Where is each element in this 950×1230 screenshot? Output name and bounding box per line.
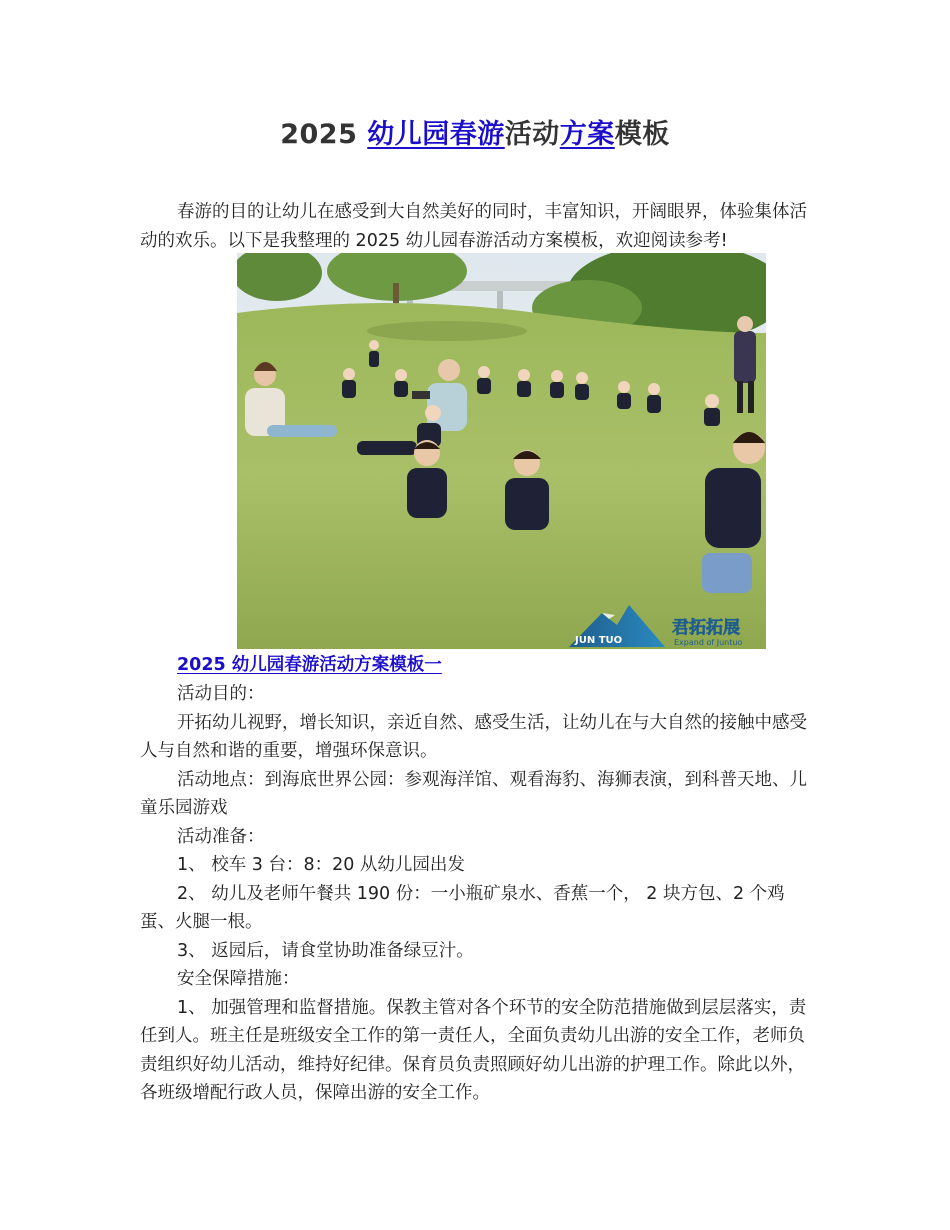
plan-body <box>140 680 812 1108</box>
title-link-kindergarten-spring-outing[interactable]: 幼儿园春游 <box>367 119 505 150</box>
intro-paragraph: 春游的目的让幼儿在感受到大自然美好的同时，丰富知识，开阔眼界，体验集体活动的欢乐。以下是我整理的 2025 幼儿园春游活动方案模板，欢迎阅读参考! <box>140 202 807 251</box>
page-title <box>0 112 950 151</box>
para-prep-1: 1、 校车 3 台：8：20 从幼儿园出发 <box>177 855 465 875</box>
watermark-brand: 君拓拓展 <box>672 618 740 638</box>
watermark-logo-text: JUN TUO <box>575 635 623 646</box>
para-safety-1: 1、 加强管理和监督措施。保教主管对各个环节的安全防范措施做到层层落实，责任到人。班主任是班级安全工作的第一责任人，全面负责幼儿出游的安全工作，老师负责组织好幼儿活动，维持好纪律。保育员负责照顾好幼儿出游的护理工作。除此以外，各班级增配行政人员，保障出游的安全工作。 <box>140 997 807 1103</box>
title-mid: 活动 <box>504 119 560 150</box>
para-prep-heading: 活动准备： <box>177 826 265 847</box>
title-prefix: 2025 <box>280 119 368 150</box>
title-link-plan[interactable]: 方案 <box>559 119 615 150</box>
spring-outing-photo <box>237 253 766 649</box>
para-prep-2: 2、 幼儿及老师午餐共 190 份：一小瓶矿泉水、香蕉一个， 2 块方包、2 个鸡蛋、火腿一根。 <box>140 883 785 932</box>
para-location: 活动地点：到海底世界公园：参观海洋馆、观看海豹、海狮表演，到科普天地、儿童乐园游戏 <box>140 769 807 818</box>
watermark-subtitle: Expand of Juntuo <box>674 638 743 647</box>
para-prep-3: 3、 返园后，请食堂协助准备绿豆汁。 <box>177 940 474 961</box>
title-suffix: 模板 <box>614 119 670 150</box>
para-safety-heading: 安全保障措施： <box>177 969 300 989</box>
intro-block <box>140 198 812 255</box>
section-link-plan-one[interactable]: 2025 幼儿园春游活动方案模板一 <box>177 655 442 675</box>
para-goal-content: 开拓幼儿视野，增长知识，亲近自然、感受生活，让幼儿在与大自然的接触中感受人与自然和谐的重要，增强环保意识。 <box>140 712 807 761</box>
para-goal-heading: 活动目的： <box>177 684 265 704</box>
